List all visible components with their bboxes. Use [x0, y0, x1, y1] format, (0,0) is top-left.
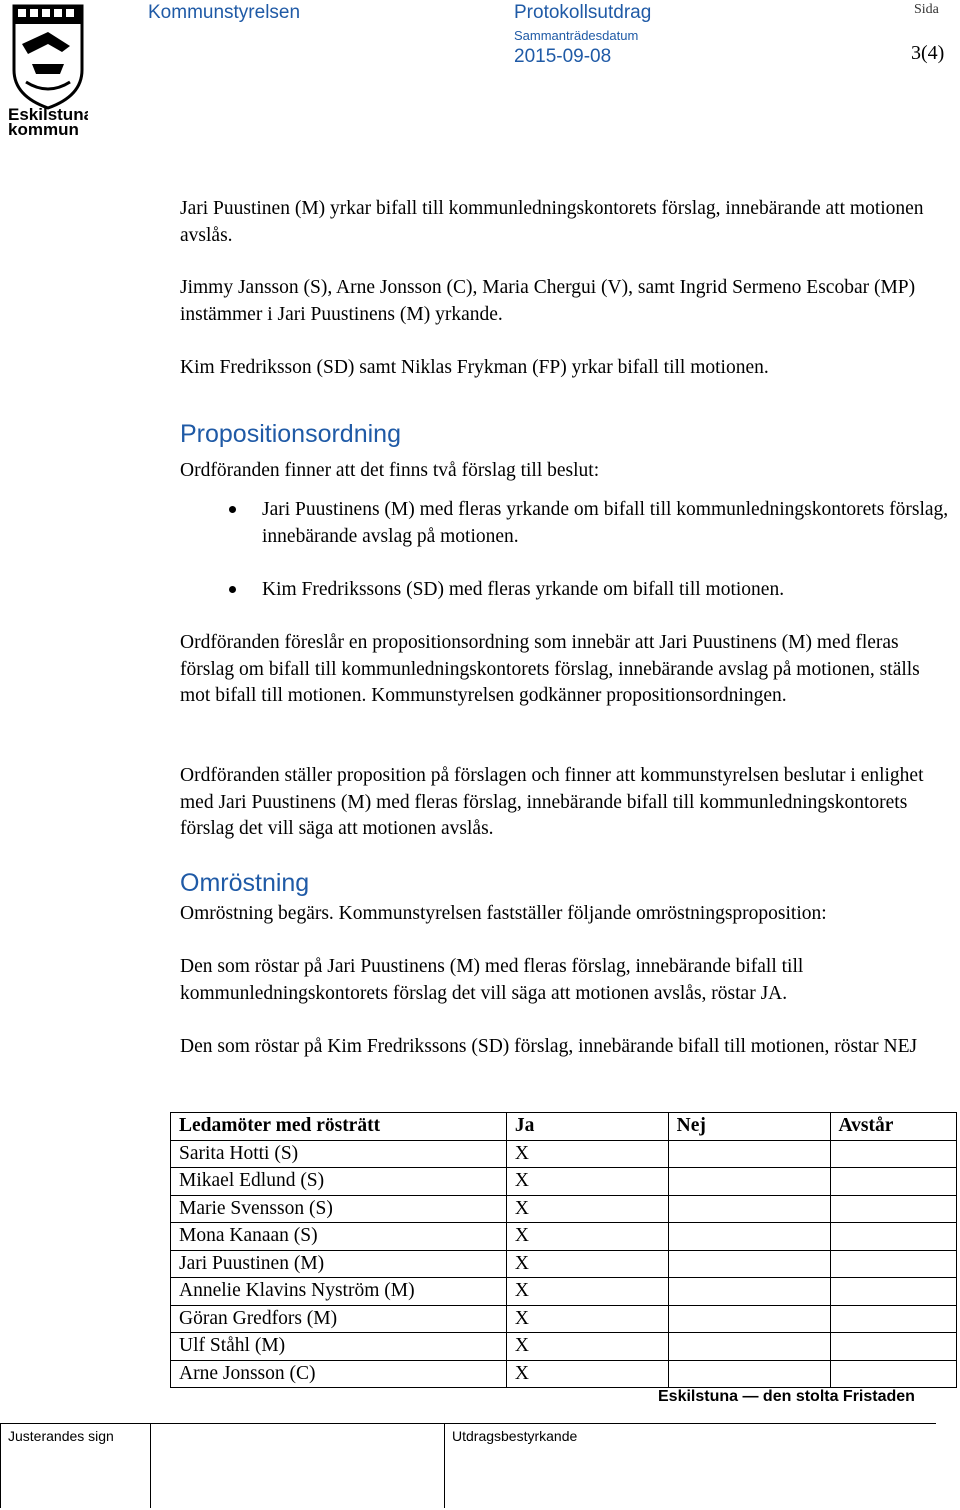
vote-abstain [830, 1305, 957, 1333]
footer-divider [0, 1424, 1, 1508]
column-header-yes: Ja [506, 1113, 668, 1141]
member-name: Ulf Ståhl (M) [171, 1333, 507, 1361]
footer-divider [150, 1424, 151, 1508]
table-row [171, 1360, 957, 1388]
vote-abstain [830, 1333, 957, 1361]
vote-no [668, 1168, 830, 1196]
page-number: 3(4) [911, 42, 945, 64]
vote-no [668, 1195, 830, 1223]
vote-no [668, 1250, 830, 1278]
vote-abstain [830, 1168, 957, 1196]
page-label: Sida [914, 2, 939, 17]
vote-no [668, 1360, 830, 1388]
vote-no [668, 1140, 830, 1168]
eskilstuna-kommun-logo [8, 4, 88, 136]
vote-yes: X [506, 1168, 668, 1196]
vote-yes: X [506, 1278, 668, 1306]
paragraph-omrostning-begars: Omröstning begärs. Kommunstyrelsen fastställer följande omröstningsproposition: [180, 903, 827, 924]
table-row [171, 1140, 957, 1168]
list-item: Kim Fredrikssons (SD) med fleras yrkande om bifall till motionen. [262, 579, 785, 600]
paragraph-propositionsordning-forslag: Ordföranden föreslår en propositionsordning som innebär att Jari Puustinens (M) med fleras förslag om bifall till kommunledningskontorets förslag, innebärande avslag på motionen, ställs mot bifall till motionen. Kommunstyrelsen godkänner propositionsordningen. [180, 632, 920, 706]
meeting-date: 2015-09-08 [514, 46, 612, 67]
paragraph-ja-definition: Den som röstar på Jari Puustinens (M) med fleras förslag, innebärande bifall till kommunledningskontorets förslag det vill säga att motionen avslås, röstar JA. [180, 956, 804, 1004]
vote-yes: X [506, 1333, 668, 1361]
bullet-icon [229, 506, 236, 513]
vote-yes: X [506, 1223, 668, 1251]
vote-abstain [830, 1250, 957, 1278]
svg-text:kommun: kommun [8, 120, 79, 136]
vote-abstain [830, 1195, 957, 1223]
vote-yes: X [506, 1305, 668, 1333]
heading-propositionsordning: Propositionsordning [180, 420, 401, 448]
footer-slogan: Eskilstuna — den stolta Fristaden [658, 1388, 915, 1405]
table-row [171, 1333, 957, 1361]
vote-no [668, 1278, 830, 1306]
paragraph-fredriksson-yrkande: Kim Fredriksson (SD) samt Niklas Frykman (FP) yrkar bifall till motionen. [180, 357, 769, 378]
meeting-date-label: Sammanträdesdatum [514, 28, 639, 43]
table-row [171, 1250, 957, 1278]
column-header-members: Ledamöter med rösträtt [171, 1113, 507, 1141]
org-name: Kommunstyrelsen [148, 2, 301, 23]
bullet-icon [229, 586, 236, 593]
member-name: Mikael Edlund (S) [171, 1168, 507, 1196]
vote-abstain [830, 1278, 957, 1306]
vote-abstain [830, 1223, 957, 1251]
list-item: Jari Puustinens (M) med fleras yrkande om bifall till kommunledningskontorets förslag, innebärande avslag på motionen. [262, 499, 949, 547]
vote-table [170, 1112, 957, 1388]
vote-yes: X [506, 1250, 668, 1278]
vote-no [668, 1305, 830, 1333]
paragraph-instammer: Jimmy Jansson (S), Arne Jonsson (C), Maria Chergui (V), samt Ingrid Sermeno Escobar (MP) instämmer i Jari Puustinens (M) yrkande. [180, 277, 916, 325]
vote-no [668, 1223, 830, 1251]
signature-field-label: Justerandes sign [8, 1428, 114, 1444]
vote-yes: X [506, 1140, 668, 1168]
footer-divider [0, 1423, 936, 1424]
table-row [171, 1278, 957, 1306]
heading-omrostning: Omröstning [180, 869, 310, 897]
member-name: Marie Svensson (S) [171, 1195, 507, 1223]
vote-abstain [830, 1140, 957, 1168]
column-header-no: Nej [668, 1113, 830, 1141]
table-row [171, 1223, 957, 1251]
paragraph-nej-definition: Den som röstar på Kim Fredrikssons (SD) förslag, innebärande bifall till motionen, röstar NEJ [180, 1036, 918, 1057]
table-row [171, 1168, 957, 1196]
vote-abstain [830, 1360, 957, 1388]
paragraph-proposition-beslut: Ordföranden ställer proposition på förslagen och finner att kommunstyrelsen beslutar i enlighet med Jari Puustinens (M) med fleras förslag, innebärande bifall till kommunledningskontorets förslag det vill säga att motionen avslås. [180, 765, 924, 839]
paragraph-tva-forslag: Ordföranden finner att det finns två förslag till beslut: [180, 460, 600, 481]
document-type: Protokollsutdrag [514, 2, 652, 23]
footer-divider [444, 1424, 445, 1508]
table-header-row [171, 1113, 957, 1141]
paragraph-puustinen-yrkande: Jari Puustinen (M) yrkar bifall till kommunledningskontorets förslag, innebärande att motionen avslås. [180, 198, 924, 246]
member-name: Annelie Klavins Nyström (M) [171, 1278, 507, 1306]
svg-text:Eskilstuna: Eskilstuna [8, 105, 88, 124]
table-row [171, 1305, 957, 1333]
member-name: Arne Jonsson (C) [171, 1360, 507, 1388]
member-name: Göran Gredfors (M) [171, 1305, 507, 1333]
member-name: Jari Puustinen (M) [171, 1250, 507, 1278]
member-name: Sarita Hotti (S) [171, 1140, 507, 1168]
column-header-abstain: Avstår [830, 1113, 957, 1141]
vote-yes: X [506, 1195, 668, 1223]
table-row [171, 1195, 957, 1223]
vote-yes: X [506, 1360, 668, 1388]
extract-certification-label: Utdragsbestyrkande [452, 1428, 578, 1444]
vote-no [668, 1333, 830, 1361]
member-name: Mona Kanaan (S) [171, 1223, 507, 1251]
